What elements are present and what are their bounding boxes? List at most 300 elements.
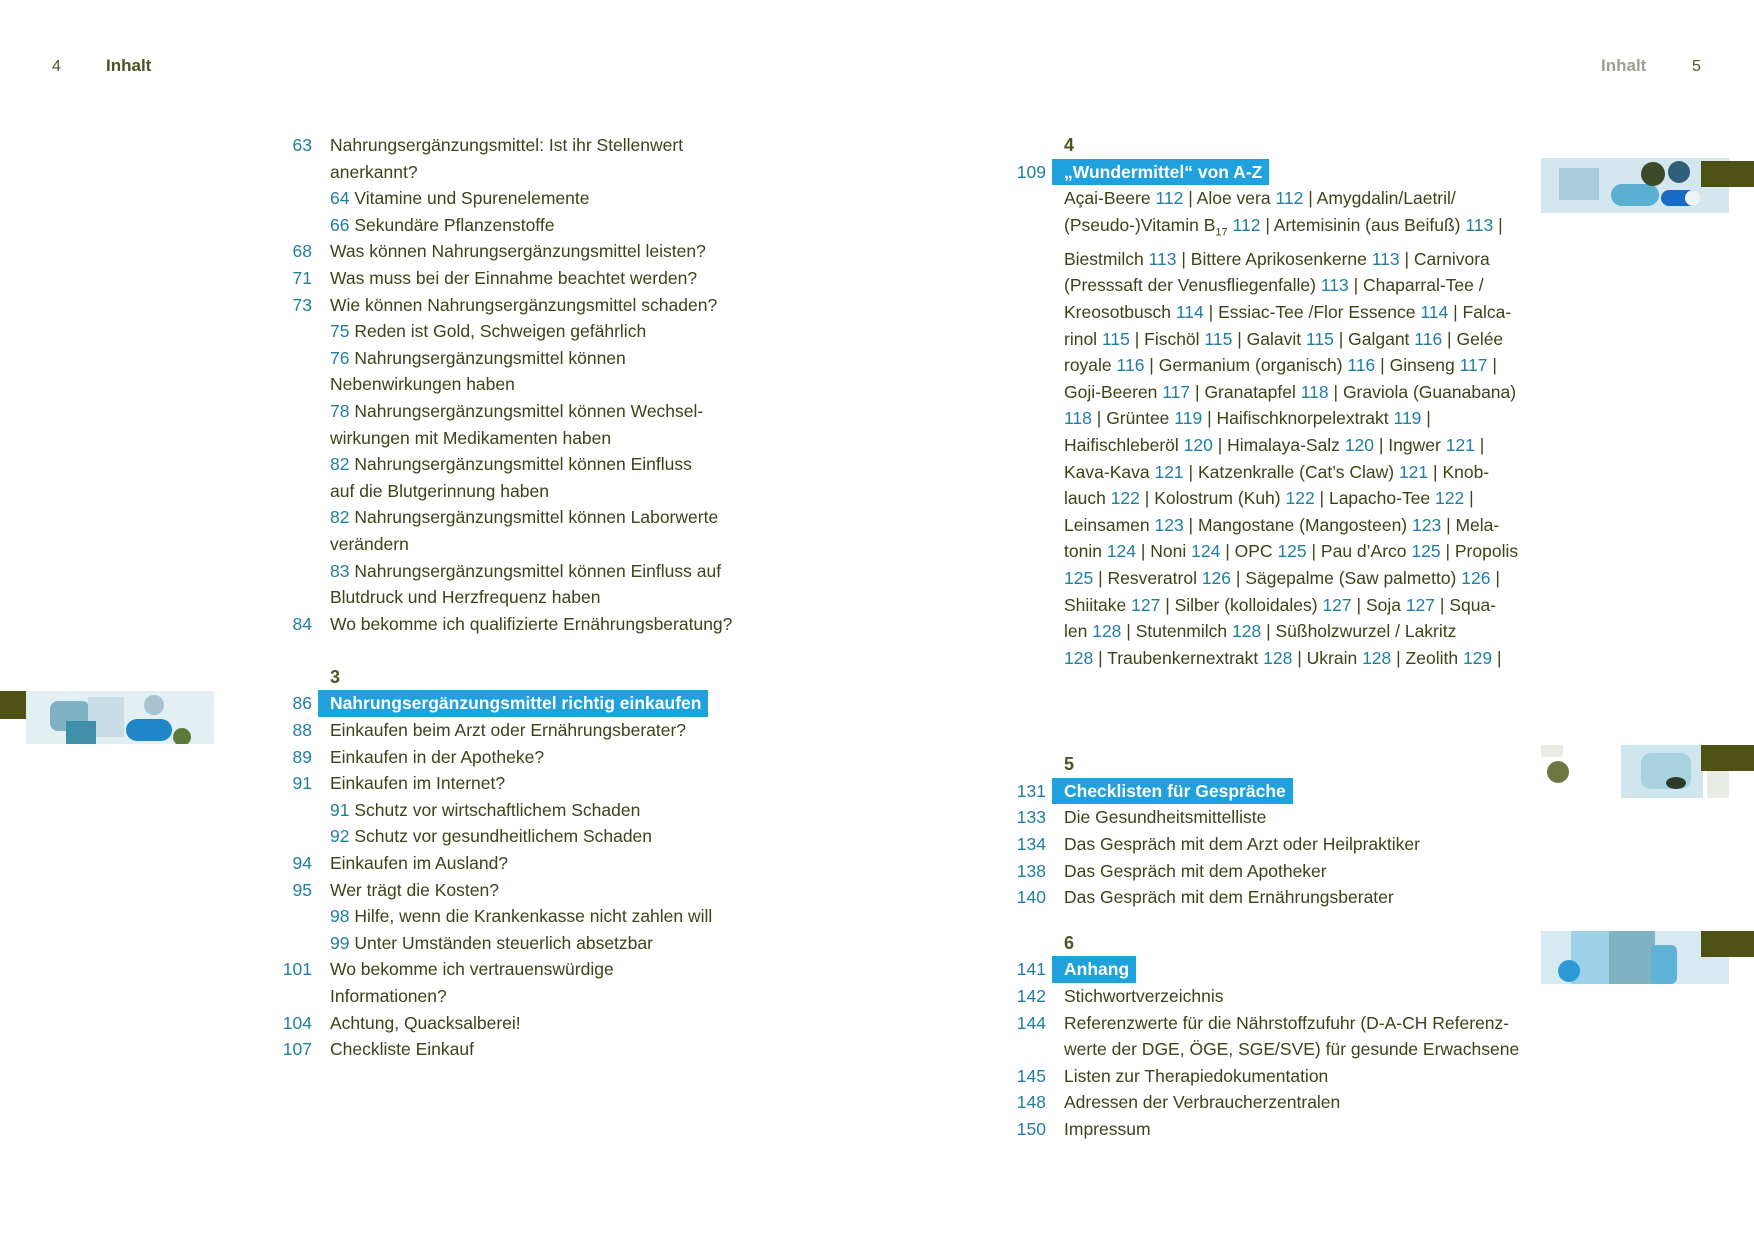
toc-entry[interactable] (264, 1010, 732, 1037)
toc-subentry[interactable] (264, 558, 732, 585)
chapter-number: 4 (1064, 135, 1075, 155)
right-page-number: 5 (1692, 58, 1701, 75)
a-z-line (1064, 459, 1524, 486)
page-number: 148 (1016, 1092, 1046, 1113)
remedy-name: Kava-Kava (1064, 461, 1155, 482)
subentry-title: Sekundäre Pflanzenstoffe (354, 214, 555, 235)
entry-title: Impressum (1064, 1118, 1151, 1139)
page-number: 82 (330, 507, 350, 528)
page-number-link[interactable]: 124 (1191, 541, 1221, 562)
separator: | (1328, 381, 1343, 402)
page-number: 140 (1016, 887, 1046, 908)
separator: | (1091, 408, 1107, 429)
separator: | (1136, 541, 1151, 562)
chapter-number: 5 (1064, 754, 1075, 775)
page-number-link[interactable]: 124 (1106, 541, 1137, 562)
entry-title: Wo bekomme ich vertrauenswürdige (330, 959, 614, 980)
subentry-title: Nahrungsergänzungsmittel können Einfluss (354, 454, 692, 475)
toc-subentry[interactable] (264, 823, 732, 850)
toc-entry-chapter-4-title[interactable] (998, 159, 1524, 186)
page-number-link[interactable]: 129 (1462, 647, 1493, 668)
separator: | (1493, 214, 1503, 235)
toc-entry[interactable] (998, 804, 1524, 831)
toc-subentry[interactable] (264, 212, 732, 239)
remedy-name: Artemisinin (aus Beifuß) (1273, 214, 1466, 235)
chapter-5-number-row (998, 751, 1524, 778)
page-number-link[interactable]: 127 (1131, 594, 1161, 615)
right-running-title: Inhalt (1601, 56, 1647, 75)
remedy-name: OPC (1234, 541, 1278, 562)
remedy-name: len (1064, 621, 1093, 642)
a-z-line (1064, 432, 1524, 459)
remedy-name: Katzenkralle (Cat’s Claw) (1197, 461, 1399, 482)
chapter-title-highlight: „Wundermittel“ von A-Z (1052, 159, 1269, 186)
toc-subentry[interactable] (264, 504, 732, 531)
entry-title: Adressen der Verbraucherzentralen (1064, 1092, 1341, 1113)
subentry-title: Nahrungsergänzungsmittel können (354, 347, 626, 368)
entry-title: Das Gespräch mit dem Arzt oder Heilpraktiker (1064, 833, 1420, 854)
separator: | (1202, 408, 1217, 429)
toc-subentry[interactable] (264, 451, 732, 478)
a-z-line (1064, 246, 1524, 273)
page-number-link[interactable]: 128 (1263, 647, 1293, 668)
subentry-content (330, 212, 554, 239)
page-number-link[interactable]: 126 (1461, 568, 1491, 588)
separator: | (1093, 647, 1108, 668)
chapter-6-number-row (998, 930, 1524, 957)
page-number: 145 (1016, 1065, 1046, 1086)
page-number: 101 (282, 959, 312, 980)
page-number-link[interactable]: 122 (1110, 488, 1140, 509)
page-number: 109 (1016, 161, 1046, 182)
separator: | (1144, 355, 1159, 376)
page-number-link[interactable]: 112 (1232, 214, 1261, 235)
entry-title: Das Gespräch mit dem Ernährungsberater (1064, 887, 1394, 908)
page-number-link[interactable]: 118 (1300, 381, 1329, 402)
subentry-content (330, 930, 653, 957)
chapter-number: 3 (330, 666, 341, 687)
page-number: 73 (292, 294, 312, 315)
a-z-remedy-list (1064, 185, 1524, 671)
remedy-name: (Presssaft der Venusfliegenfalle) (1064, 275, 1321, 296)
continuation-text: Nebenwirkungen haben (330, 374, 515, 395)
page-number: 150 (1016, 1118, 1046, 1139)
toc-subentry[interactable] (264, 398, 732, 425)
separator: | (1139, 488, 1155, 509)
continuation-text: auf die Blutgerinnung haben (330, 480, 549, 501)
continuation-text: verändern (330, 533, 409, 554)
toc-entry-continuation (264, 159, 732, 186)
page-number-link[interactable]: 125 (1064, 568, 1094, 588)
page-number-link[interactable]: 128 (1232, 621, 1262, 642)
page-number-link[interactable]: 122 (1285, 488, 1315, 509)
subentry-title: Nahrungsergänzungsmittel können Laborwerte (354, 507, 719, 528)
page-number-link[interactable]: 121 (1154, 461, 1184, 482)
toc-left-column (264, 132, 732, 1063)
toc-subentry[interactable] (264, 797, 732, 824)
subentry-content (330, 345, 626, 372)
page-number-link[interactable]: 125 (1411, 541, 1441, 562)
page-number-link[interactable]: 116 (1414, 328, 1443, 349)
toc-entry-continuation (264, 983, 732, 1010)
subentry-title: Reden ist Gold, Schweigen gefährlich (354, 321, 647, 342)
remedy-name: Süßholzwurzel / Lakritz (1275, 621, 1457, 642)
entry-title: Achtung, Quacksalberei! (330, 1012, 521, 1033)
page-number-link[interactable]: 123 (1154, 514, 1184, 535)
continuation-text: Informationen? (330, 986, 447, 1006)
page-number-link[interactable]: 119 (1393, 408, 1422, 429)
remedy-name: Gelée (1456, 328, 1504, 349)
separator: | (1261, 621, 1276, 642)
toc-entry-chapter-5-title[interactable] (998, 778, 1524, 805)
decor-bar-right-bottom (1701, 931, 1754, 957)
page-number: 66 (330, 214, 350, 235)
toc-entry[interactable] (998, 1089, 1524, 1116)
entry-title: Einkaufen im Internet? (330, 773, 506, 794)
page-number-link[interactable]: 127 (1322, 594, 1352, 615)
page-number-link[interactable]: 115 (1204, 328, 1233, 349)
remedy-name: Falca- (1462, 302, 1512, 323)
subentry-content (330, 318, 646, 345)
separator: | (1260, 214, 1274, 235)
remedy-name: Bittere Aprikosenkerne (1190, 248, 1372, 269)
remedy-name: Stutenmilch (1135, 621, 1232, 642)
toc-entry[interactable] (264, 717, 732, 744)
remedy-name: Squa- (1449, 594, 1497, 615)
subentry-content (330, 504, 718, 531)
remedy-name: Aloe vera (1196, 188, 1276, 209)
separator: | (1231, 568, 1246, 588)
toc-right-column (998, 132, 1524, 1142)
page-number-link[interactable]: 126 (1201, 568, 1232, 588)
a-z-line (1064, 272, 1524, 299)
page-number: 134 (1016, 833, 1046, 854)
remedy-name: Soja (1365, 594, 1406, 615)
separator: | (1183, 514, 1198, 535)
remedy-name: Essiac-Tee /Flor Essence (1218, 302, 1421, 323)
entry-title: Die Gesundheitsmittelliste (1064, 807, 1267, 828)
remedy-name: royale (1064, 355, 1117, 376)
page-number: 104 (282, 1012, 312, 1033)
entry-title: Wie können Nahrungsergänzungsmittel schaden? (330, 294, 718, 315)
subentry-title: Nahrungsergänzungsmittel können Einfluss auf (354, 560, 722, 581)
subentry-content (330, 903, 712, 930)
chapter-number: 6 (1064, 932, 1075, 953)
separator: | (1212, 435, 1228, 456)
subentry-content (330, 823, 652, 850)
page-number-link[interactable]: 114 (1175, 302, 1204, 323)
toc-subentry[interactable] (264, 345, 732, 372)
remedy-name: Carnivora (1413, 248, 1490, 269)
page-number: 138 (1016, 860, 1046, 881)
chapter-title-highlight: Anhang (1052, 956, 1136, 983)
toc-subentry[interactable] (264, 318, 732, 345)
a-z-line (1064, 618, 1524, 645)
remedy-name: Lapacho-Tee (1328, 488, 1436, 509)
remedy-name: Graviola (Guanabana) (1342, 381, 1517, 402)
left-page-number: 4 (52, 58, 61, 75)
toc-entry[interactable] (998, 858, 1524, 885)
remedy-name: tonin (1064, 541, 1107, 562)
separator: | (1421, 408, 1431, 429)
toc-entry[interactable] (264, 132, 732, 159)
remedy-name: Traubenkernextrakt (1107, 647, 1264, 668)
toc-entry-continuation (264, 531, 732, 558)
toc-entry-continuation (264, 584, 732, 611)
toc-entry[interactable] (264, 744, 732, 771)
separator: | (1391, 647, 1406, 668)
entry-title: Nahrungsergänzungsmittel: Ist ihr Stellenwert (330, 135, 684, 155)
page-number-link[interactable]: 125 (1277, 541, 1307, 562)
continuation-text: anerkannt? (330, 161, 418, 182)
page-number-link[interactable]: 121 (1445, 435, 1475, 456)
separator: | (1440, 541, 1455, 562)
page-number: 78 (330, 400, 350, 421)
pills-image-left (26, 691, 214, 744)
a-z-line (1064, 185, 1524, 212)
entry-title: Das Gespräch mit dem Apotheker (1064, 860, 1327, 881)
separator: | (1093, 568, 1108, 588)
toc-entry[interactable] (264, 956, 732, 983)
page-number-link[interactable]: 128 (1362, 647, 1392, 668)
separator: | (1292, 647, 1307, 668)
separator: | (1448, 302, 1463, 323)
page-number: 144 (1016, 1012, 1046, 1033)
remedy-name: Himalaya-Salz (1227, 435, 1345, 456)
page-number-link[interactable]: 113 (1465, 214, 1494, 235)
decor-bar-right-top (1701, 161, 1754, 187)
separator: | (1351, 594, 1366, 615)
page-number-link[interactable]: 119 (1174, 408, 1203, 429)
page-number-link[interactable]: 116 (1347, 355, 1376, 376)
entry-title: Einkaufen beim Arzt oder Ernährungsberater? (330, 720, 687, 741)
separator: | (1435, 594, 1450, 615)
separator: | (1160, 594, 1175, 615)
remedy-name: Ukrain (1306, 647, 1363, 668)
page-number: 84 (292, 613, 312, 634)
page-number: 98 (330, 906, 350, 927)
remedy-name: (Pseudo-)Vitamin B (1064, 214, 1216, 235)
subscript: 17 (1215, 226, 1228, 239)
page-number: 133 (1016, 807, 1046, 828)
page-number-link[interactable]: 117 (1459, 355, 1488, 376)
page-number-link[interactable]: 115 (1305, 328, 1334, 349)
decor-bar-right-middle (1701, 745, 1754, 771)
toc-entry[interactable] (264, 877, 732, 904)
page-number: 71 (292, 267, 312, 288)
continuation-text: werte der DGE, ÖGE, SGE/SVE) für gesunde Erwachsene (1064, 1039, 1520, 1060)
page-number: 86 (292, 693, 312, 714)
toc-entry-chapter-3-title[interactable] (264, 690, 732, 717)
page-number-link[interactable]: 114 (1420, 302, 1449, 323)
toc-entry[interactable] (264, 238, 732, 265)
remedy-name: Mela- (1455, 514, 1500, 535)
subentry-content (330, 451, 692, 478)
remedy-name: Biestmilch (1064, 248, 1149, 269)
remedy-name: Amygdalin/Laetril/ (1316, 188, 1456, 209)
separator: | (1442, 328, 1457, 349)
a-z-line (1064, 326, 1524, 353)
page-number-link[interactable]: 128 (1064, 647, 1094, 668)
a-z-line (1064, 379, 1524, 406)
toc-entry-continuation (264, 425, 732, 452)
separator: | (1129, 328, 1145, 349)
remedy-name: Ingwer (1388, 435, 1446, 456)
separator: | (1487, 355, 1497, 376)
entry-title: Wo bekomme ich qualifizierte Ernährungsberatung? (330, 613, 733, 634)
remedy-name: Germanium (organisch) (1158, 355, 1348, 376)
toc-entry[interactable] (264, 1036, 732, 1063)
separator: | (1490, 568, 1500, 588)
remedy-name: Shiitake (1064, 594, 1132, 615)
entry-title: Wer trägt die Kosten? (330, 879, 499, 900)
continuation-text: wirkungen mit Medikamenten haben (330, 427, 612, 448)
separator: | (1348, 275, 1363, 296)
page-number: 131 (1016, 780, 1046, 801)
left-running-title: Inhalt (106, 56, 152, 75)
separator: | (1428, 461, 1443, 482)
page-number-link[interactable]: 120 (1183, 435, 1213, 456)
subentry-title: Unter Umständen steuerlich absetzbar (354, 932, 653, 953)
remedy-name: Haifischknorpelextrakt (1216, 408, 1394, 429)
toc-entry-continuation (998, 1036, 1524, 1063)
subentry-title: Hilfe, wenn die Krankenkasse nicht zahlen will (354, 906, 713, 927)
separator: | (1474, 435, 1485, 456)
page-number: 63 (292, 135, 312, 155)
toc-entry[interactable] (264, 770, 732, 797)
remedy-name: Sägepalme (Saw palmetto) (1245, 568, 1462, 588)
page-number: 94 (292, 853, 312, 874)
page-number: 82 (330, 454, 350, 475)
separator: | (1203, 302, 1219, 323)
separator: | (1176, 248, 1191, 269)
page-number-link[interactable]: 112 (1155, 188, 1184, 209)
toc-entry[interactable] (264, 292, 732, 319)
toc-entry[interactable] (264, 850, 732, 877)
page-number-link[interactable]: 123 (1412, 514, 1442, 535)
page-number: 91 (330, 799, 350, 820)
entry-title: Checkliste Einkauf (330, 1039, 474, 1060)
page-number-link[interactable]: 115 (1101, 328, 1130, 349)
toc-entry-continuation (264, 478, 732, 505)
page-number: 68 (292, 241, 312, 262)
remedy-name: Kolostrum (Kuh) (1154, 488, 1286, 509)
separator: | (1464, 488, 1474, 509)
toc-entry[interactable] (264, 265, 732, 292)
toc-entry[interactable] (998, 884, 1524, 911)
separator: | (1303, 188, 1317, 209)
toc-entry[interactable] (998, 831, 1524, 858)
page-number-link[interactable]: 127 (1405, 594, 1436, 615)
entry-title: Was können Nahrungsergänzungsmittel leisten? (330, 241, 706, 262)
page-number-link[interactable]: 121 (1398, 461, 1429, 482)
remedy-name: Ginseng (1389, 355, 1460, 376)
a-z-line (1064, 405, 1524, 432)
remedy-name: Resveratrol (1107, 568, 1202, 588)
remedy-name: Silber (kolloidales) (1174, 594, 1323, 615)
toc-subentry[interactable] (264, 930, 732, 957)
page-number-link[interactable]: 117 (1162, 381, 1191, 402)
subentry-title: Schutz vor wirtschaftlichem Schaden (354, 799, 641, 820)
separator: | (1399, 248, 1414, 269)
remedy-name: Leinsamen (1064, 514, 1155, 535)
subentry-title: Vitamine und Spurenelemente (354, 188, 590, 209)
page-number: 92 (330, 826, 350, 847)
entry-title: Stichwortverzeichnis (1064, 985, 1224, 1006)
entry-title: Was muss bei der Einnahme beachtet werden? (330, 267, 698, 288)
remedy-name: Noni (1150, 541, 1192, 562)
a-z-line (1064, 352, 1524, 379)
page-number-link[interactable]: 128 (1092, 621, 1122, 642)
subentry-title: Nahrungsergänzungsmittel können Wechsel- (354, 400, 704, 421)
remedy-name: Grüntee (1106, 408, 1175, 429)
remedy-name: Granatapfel (1204, 381, 1301, 402)
toc-block-chapter5 (998, 804, 1524, 910)
toc-subentry[interactable] (264, 903, 732, 930)
subentry-title: Schutz vor gesundheitlichem Schaden (354, 826, 653, 847)
page-number: 141 (1016, 959, 1046, 980)
toc-block-chapter2-continued (264, 132, 732, 637)
remedy-name: Mangostane (Mangosteen) (1197, 514, 1412, 535)
continuation-text: Blutdruck und Herzfrequenz haben (330, 587, 601, 608)
toc-entry[interactable] (998, 1116, 1524, 1143)
toc-entry[interactable] (998, 983, 1524, 1010)
subentry-content (330, 185, 589, 212)
a-z-line (1064, 565, 1524, 592)
chapter-3-number-row (264, 664, 732, 691)
page-number-link[interactable]: 118 (1064, 408, 1092, 429)
toc-entry[interactable] (998, 1063, 1524, 1090)
page-number: 76 (330, 347, 350, 368)
page-number-link[interactable]: 116 (1116, 355, 1145, 376)
remedy-name: Pau d’Arco (1320, 541, 1412, 562)
page-number: 91 (292, 773, 312, 794)
remedy-name: Galavit (1246, 328, 1306, 349)
a-z-line (1064, 592, 1524, 619)
separator: | (1306, 541, 1321, 562)
subentry-content (330, 797, 640, 824)
toc-entry[interactable] (264, 611, 732, 638)
remedy-name: rinol (1064, 328, 1102, 349)
remedy-name: Chaparral-Tee / (1363, 275, 1484, 296)
page-number-link[interactable]: 122 (1435, 488, 1465, 509)
page-number-link[interactable]: 113 (1371, 248, 1400, 269)
separator: | (1374, 435, 1389, 456)
toc-entry-continuation (264, 371, 732, 398)
remedy-name: Açai-Beere (1064, 188, 1156, 209)
subentry-content (330, 558, 721, 585)
separator: | (1375, 355, 1390, 376)
chapter-title-highlight: Nahrungsergänzungsmittel richtig einkaufen (318, 690, 708, 717)
page-number: 95 (292, 879, 312, 900)
toc-entry[interactable] (998, 1010, 1524, 1037)
page-number-link[interactable]: 120 (1344, 435, 1375, 456)
separator: | (1121, 621, 1136, 642)
separator: | (1190, 381, 1205, 402)
page-number: 64 (330, 188, 350, 209)
page-number: 88 (292, 720, 312, 741)
separator: | (1183, 461, 1198, 482)
separator: | (1441, 514, 1456, 535)
page-number: 83 (330, 560, 350, 581)
page-number-link[interactable]: 113 (1148, 248, 1177, 269)
toc-entry-chapter-6-title[interactable] (998, 956, 1524, 983)
page-number-link[interactable]: 113 (1320, 275, 1349, 296)
page-number: 89 (292, 746, 312, 767)
page-number: 99 (330, 932, 350, 953)
toc-subentry[interactable] (264, 185, 732, 212)
page-number-link[interactable]: 112 (1275, 188, 1304, 209)
